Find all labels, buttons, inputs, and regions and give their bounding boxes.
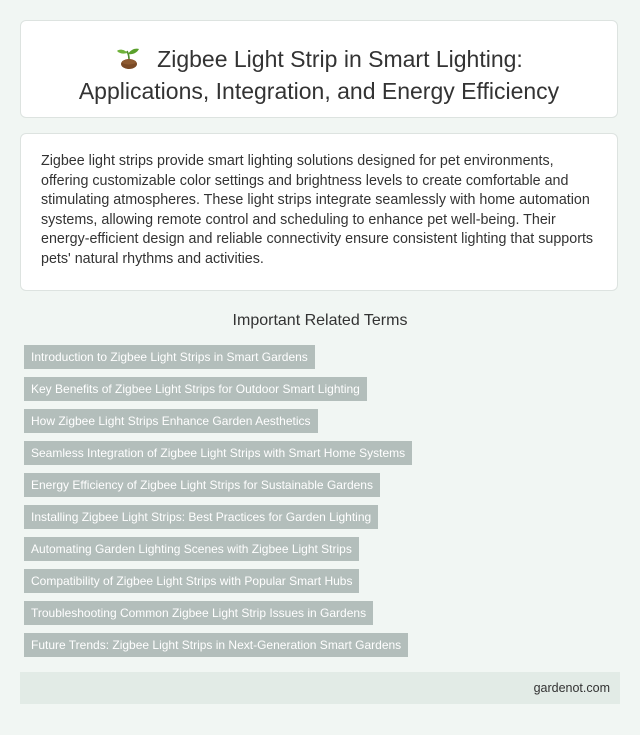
title-line-2: Applications, Integration, and Energy Efficiency bbox=[78, 78, 560, 104]
related-term-tag[interactable]: Compatibility of Zigbee Light Strips with Popular Smart Hubs bbox=[24, 569, 359, 593]
footer-site[interactable]: gardenot.com bbox=[533, 681, 610, 695]
summary-card bbox=[20, 133, 618, 291]
related-terms-list bbox=[24, 345, 412, 665]
related-term-tag[interactable]: Future Trends: Zigbee Light Strips in Next-Generation Smart Gardens bbox=[24, 633, 408, 657]
related-term-tag[interactable]: Installing Zigbee Light Strips: Best Practices for Garden Lighting bbox=[24, 505, 378, 529]
related-term-tag[interactable]: Seamless Integration of Zigbee Light Strips with Smart Home Systems bbox=[24, 441, 412, 465]
sprout-icon bbox=[115, 46, 143, 70]
related-term-tag[interactable]: Introduction to Zigbee Light Strips in Smart Gardens bbox=[24, 345, 315, 369]
page-title bbox=[21, 43, 617, 75]
related-term-tag[interactable]: Troubleshooting Common Zigbee Light Strip Issues in Gardens bbox=[24, 601, 373, 625]
title-line-1: Zigbee Light Strip in Smart Lighting: bbox=[157, 46, 523, 72]
summary-text: Zigbee light strips provide smart lighting solutions designed for pet environments, offering customizable color settings and brightness levels to create comfortable and stimulating atmospheres. These light strips integrate seamlessly with home automation systems, allowing remote control and scheduling to enhance pet well-being. Their energy-efficient design and reliable connectivity ensure consistent lighting that supports pets' natural rhythms and activities. bbox=[41, 153, 594, 267]
footer bbox=[20, 672, 620, 704]
related-term-tag[interactable]: Automating Garden Lighting Scenes with Zigbee Light Strips bbox=[24, 537, 359, 561]
related-term-tag[interactable]: Key Benefits of Zigbee Light Strips for Outdoor Smart Lighting bbox=[24, 377, 367, 401]
related-term-tag[interactable]: How Zigbee Light Strips Enhance Garden Aesthetics bbox=[24, 409, 318, 433]
related-terms-heading: Important Related Terms bbox=[232, 312, 408, 329]
title-card bbox=[20, 20, 618, 118]
related-term-tag[interactable]: Energy Efficiency of Zigbee Light Strips for Sustainable Gardens bbox=[24, 473, 380, 497]
